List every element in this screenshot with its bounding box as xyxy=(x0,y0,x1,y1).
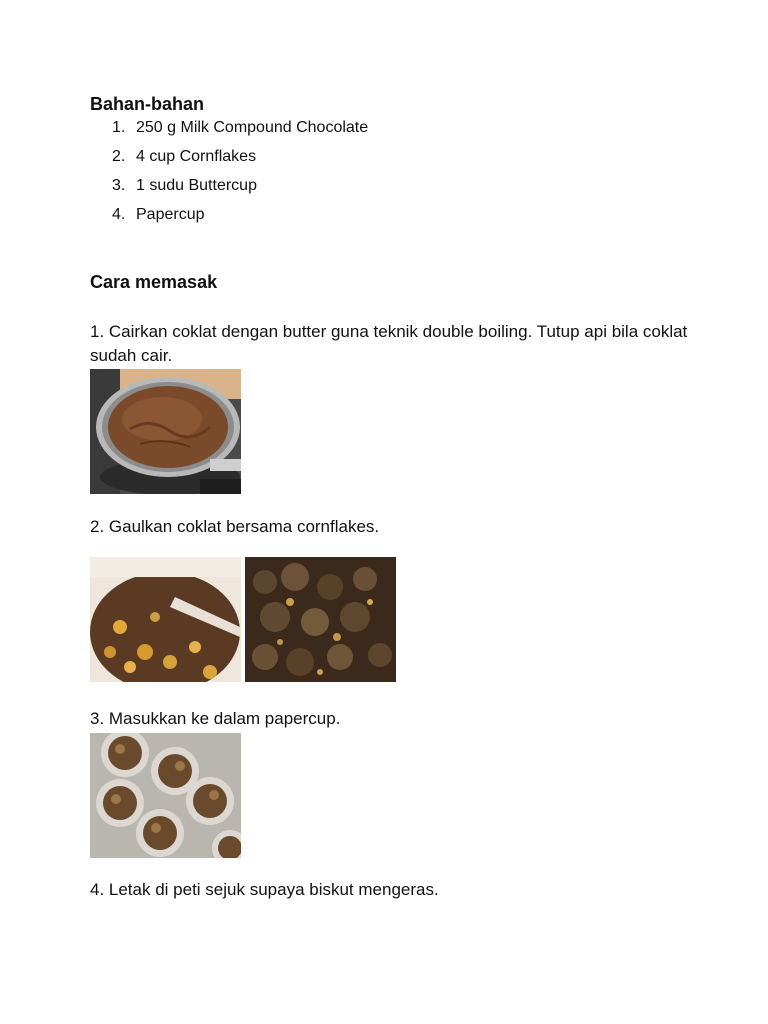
list-item-number: 4. xyxy=(112,206,126,223)
mixing-cornflakes-photo xyxy=(90,557,241,682)
list-item-text: 1 sudu Buttercup xyxy=(136,177,257,194)
papercup-biscuits-photo xyxy=(90,733,241,858)
ingredients-heading: Bahan-bahan xyxy=(90,94,205,114)
list-item-text: 250 g Milk Compound Chocolate xyxy=(136,119,369,136)
list-item-number: 3. xyxy=(112,177,126,194)
ingredients-list xyxy=(112,117,368,233)
list-item xyxy=(112,175,368,204)
list-item-number: 2. xyxy=(112,148,126,165)
step-3-text: 3. Masukkan ke dalam papercup. xyxy=(90,709,341,728)
chocolate-cornflakes-photo xyxy=(245,557,396,682)
list-item-text: 4 cup Cornflakes xyxy=(136,148,257,165)
list-item-number: 1. xyxy=(112,119,126,136)
method-heading: Cara memasak xyxy=(90,272,218,292)
list-item xyxy=(112,146,368,175)
list-item xyxy=(112,204,368,233)
step-4-text: 4. Letak di peti sejuk supaya biskut mengeras. xyxy=(90,880,439,899)
melted-chocolate-photo xyxy=(90,369,241,494)
list-item-text: Papercup xyxy=(136,206,205,223)
list-item xyxy=(112,117,368,146)
step-1-text: 1. Cairkan coklat dengan butter guna teknik double boiling. Tutup api bila coklat sudah cair. xyxy=(90,322,688,365)
step-2-text: 2. Gaulkan coklat bersama cornflakes. xyxy=(90,517,380,536)
